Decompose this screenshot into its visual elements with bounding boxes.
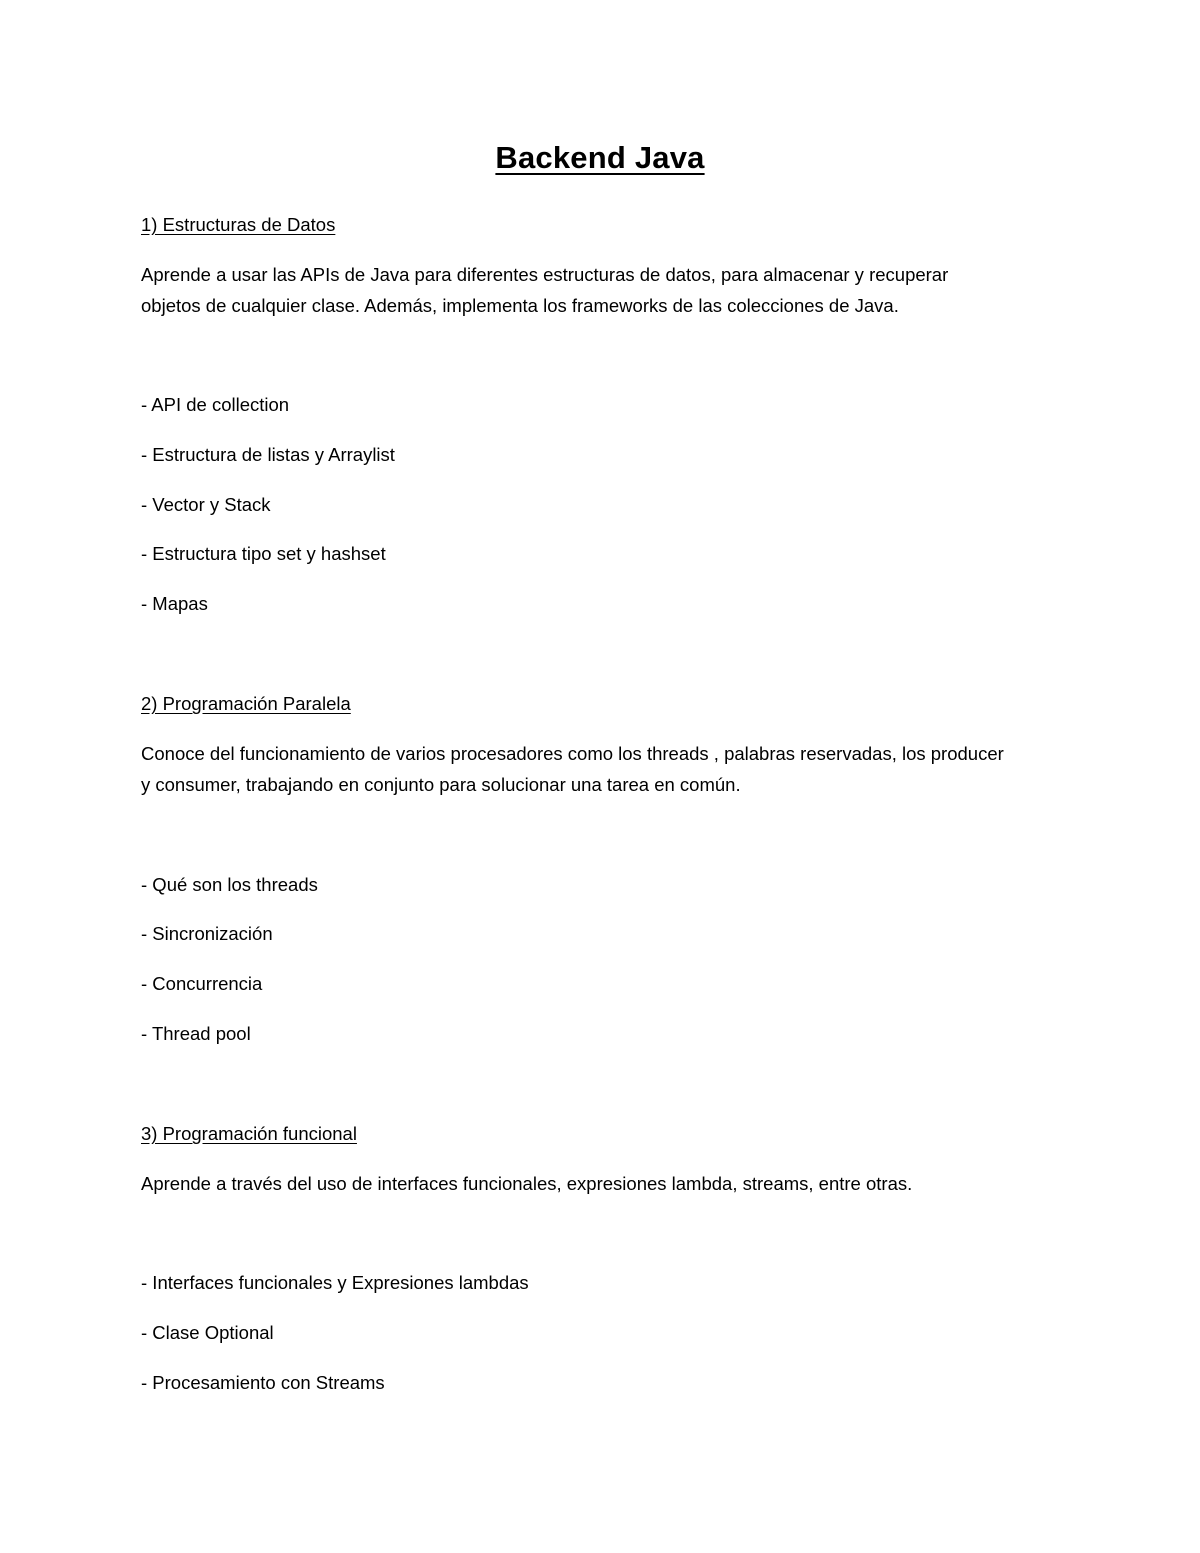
section-3-heading: 3) Programación funcional	[141, 1123, 357, 1144]
section-1-item: - Estructura tipo set y hashset	[141, 543, 386, 564]
section-2-heading: 2) Programación Paralela	[141, 693, 351, 714]
section-2-item: - Thread pool	[141, 1023, 251, 1044]
section-3-paragraph-line-1: Aprende a través del uso de interfaces funcionales, expresiones lambda, streams, entre otras.	[141, 1173, 913, 1194]
section-1-item: - Mapas	[141, 593, 208, 614]
section-1-paragraph-line-1: Aprende a usar las APIs de Java para diferentes estructuras de datos, para almacenar y recuperar	[141, 264, 949, 285]
section-3-item: - Procesamiento con Streams	[141, 1372, 385, 1393]
section-2-item: - Sincronización	[141, 923, 273, 944]
section-2-item: - Qué son los threads	[141, 874, 318, 895]
document-title: Backend Java	[495, 140, 705, 175]
section-2-paragraph-line-2: y consumer, trabajando en conjunto para solucionar una tarea en común.	[141, 774, 741, 795]
section-1-paragraph-line-2: objetos de cualquier clase. Además, implementa los frameworks de las colecciones de Java.	[141, 295, 899, 316]
section-2-item: - Concurrencia	[141, 973, 263, 994]
section-2-paragraph-line-1: Conoce del funcionamiento de varios procesadores como los threads , palabras reservadas, los producer	[141, 743, 1004, 764]
section-1-item: - Estructura de listas y Arraylist	[141, 444, 395, 465]
section-3-item: - Clase Optional	[141, 1322, 274, 1343]
section-1-item: - Vector y Stack	[141, 494, 271, 515]
section-1-item: - API de collection	[141, 394, 290, 415]
section-3-item: - Interfaces funcionales y Expresiones lambdas	[141, 1272, 529, 1293]
section-1-heading: 1) Estructuras de Datos	[141, 214, 336, 235]
